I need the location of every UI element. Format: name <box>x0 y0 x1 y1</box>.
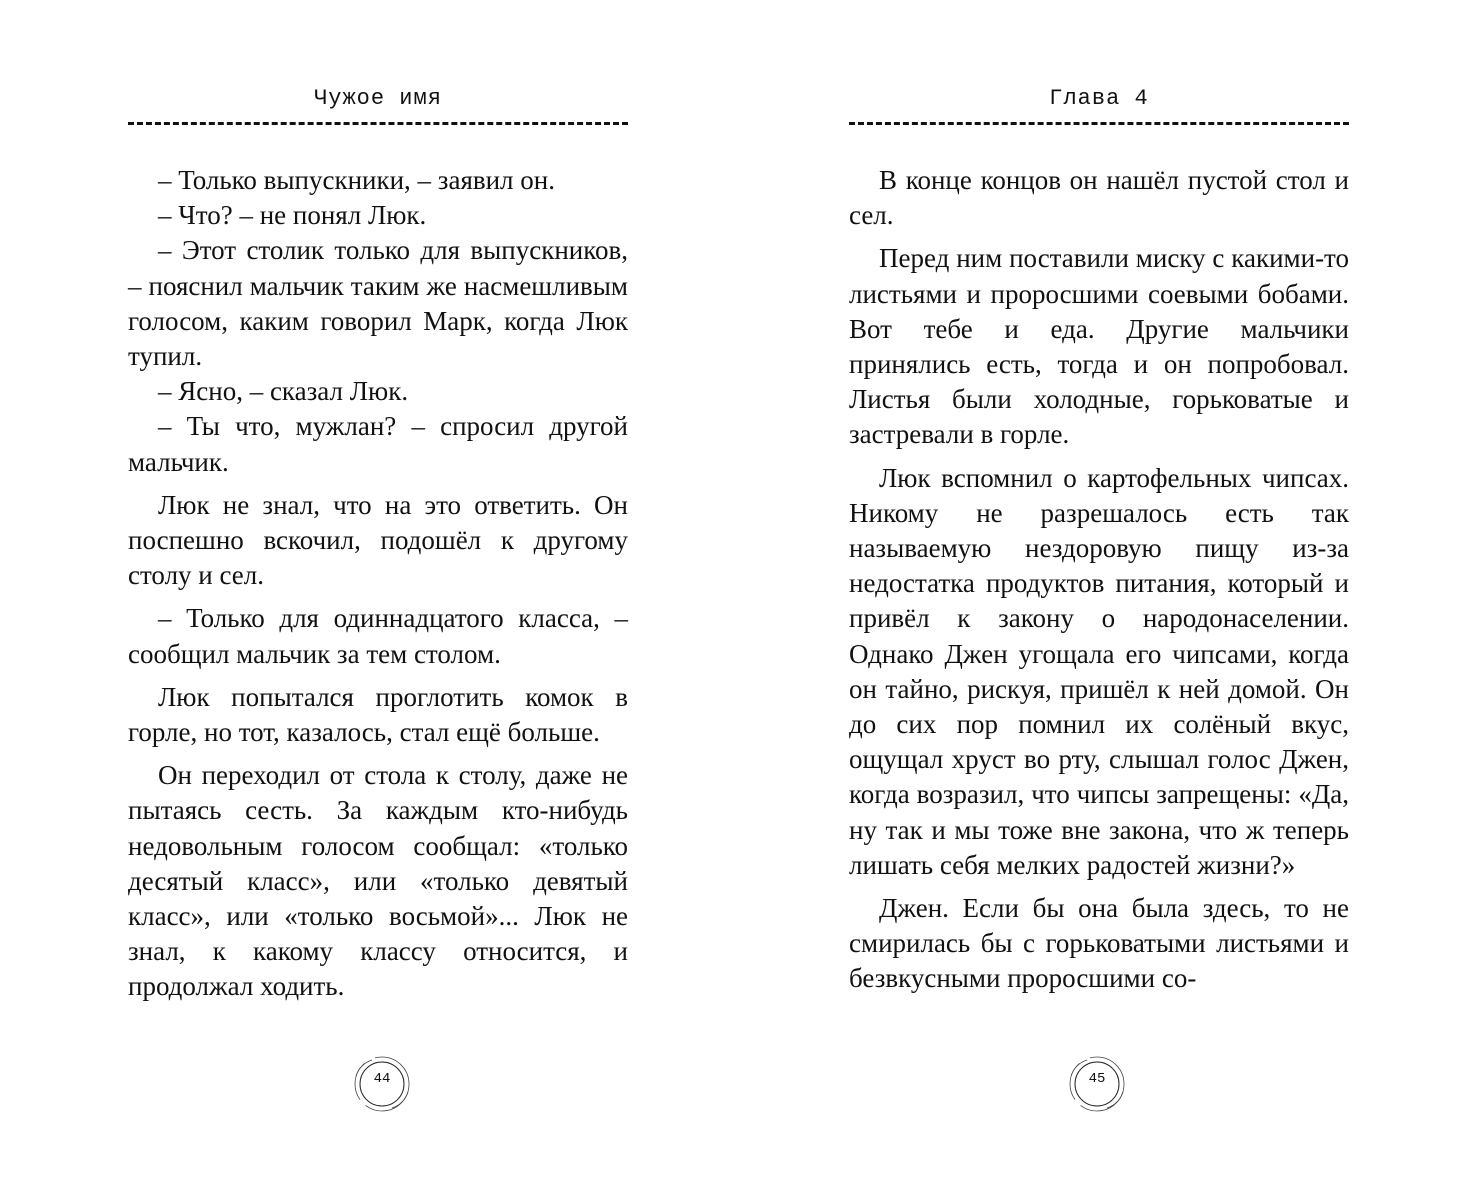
page-number-ornament <box>1067 1054 1127 1114</box>
running-head-book-title: Чужое имя <box>314 86 442 111</box>
body-text <box>128 163 628 1005</box>
page-number: 44 <box>373 1071 391 1087</box>
paragraph: Джен. Если бы она была здесь, то не смирилась бы с горьковатыми листьями и безвкусными проросшими со- <box>849 893 1349 994</box>
paragraph: Перед ним поставили миску с какими-то листьями и проросшими соевыми бобами. Вот тебе и еда. Другие мальчики принялись есть, тогда и он попробовал. Листья были холодные, горьковатые и застревали в горле. <box>849 243 1349 450</box>
paragraph: – Ты что, мужлан? – спросил другой мальчик. <box>128 411 628 477</box>
paragraph: Люк попытался проглотить комок в горле, но тот, казалось, стал ещё больше. <box>128 681 628 748</box>
paragraph: Он переходил от стола к столу, даже не пытаясь сесть. За каждым кто-нибудь недовольным голосом сообщал: «только десятый класс», или «только девятый класс», или «только восьмой»... Люк не знал, к какому классу относится, и продолжал ходить. <box>128 760 628 1002</box>
page-number: 45 <box>1088 1071 1106 1087</box>
paragraph: – Только выпускники, – заявил он. <box>158 165 555 195</box>
header-rule <box>128 122 628 125</box>
paragraph: Люк вспомнил о картофельных чипсах. Никому не разрешалось есть так называемую нездоровую пищу из-за недостатка продуктов питания, который и привёл к закону о народонаселении. Однако Джен угощала его чипсами, когда он тайно, рискуя, пришёл к ней домой. Он до сих пор помнил их солёный вкус, ощущал хруст во рту, слышал голос Джен, когда возразил, что чипсы запрещены: «Да, ну так и мы тоже вне закона, что ж теперь лишать себя мелких радостей жизни?» <box>849 462 1349 880</box>
right-page <box>849 0 1349 1182</box>
paragraph: В конце концов он нашёл пустой стол и сел. <box>849 165 1349 231</box>
paragraph: – Что? – не понял Люк. <box>158 200 427 231</box>
left-page <box>128 0 628 1182</box>
paragraph: Люк не знал, что на это ответить. Он поспешно вскочил, подошёл к другому столу и сел. <box>128 489 628 591</box>
body-text <box>849 163 1349 997</box>
paragraph: – Ясно, – сказал Люк. <box>158 376 409 407</box>
header-rule <box>849 122 1349 125</box>
paragraph: – Этот столик только для выпускников, – пояснил мальчик таким же насмешливым голосом, каким говорил Марк, когда Люк тупил. <box>128 235 628 372</box>
running-head-chapter: Глава 4 <box>1049 86 1149 111</box>
page-number-ornament <box>352 1054 412 1114</box>
paragraph: – Только для одиннадцатого класса, – сообщил мальчик за тем столом. <box>128 603 628 669</box>
